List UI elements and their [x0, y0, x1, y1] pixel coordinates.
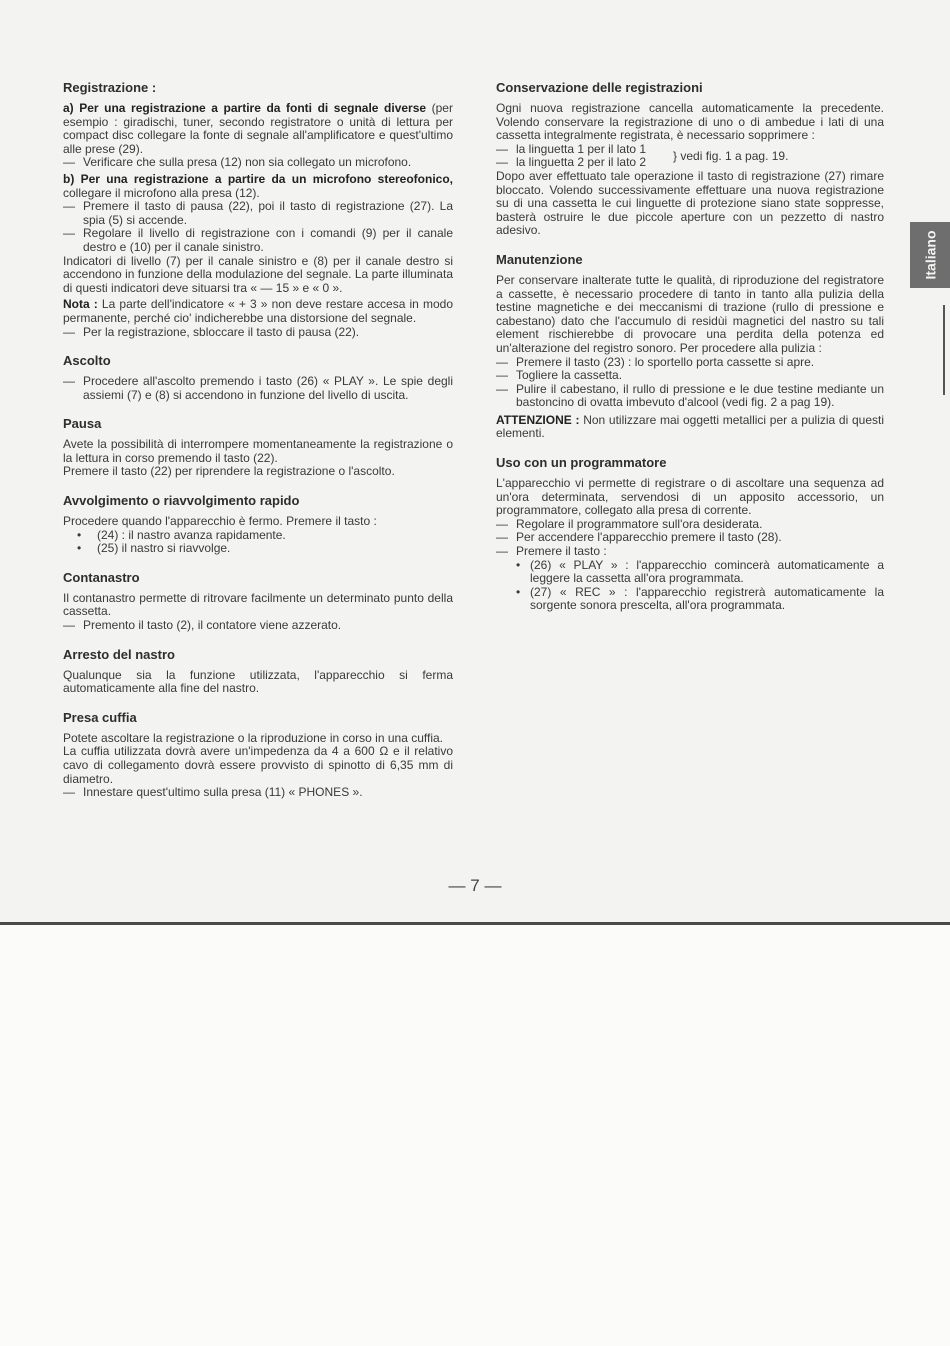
- dash-text: Procedere all'ascolto premendo i tasto (26) « PLAY ». Le spie degli assiemi (7) e (8) si accendono in funzione del livello di uscita.: [83, 374, 453, 402]
- section-arresto: [63, 647, 453, 696]
- language-tab-label: Italiano: [922, 230, 939, 280]
- paragraph: Per conservare inalterate tutte le qualità, di riproduzione del registratore a cassette, è necessario procedere di tanto in tanto alla pulizia della testine magnetiche e dei meccanismi di trazione (rullo di pressione e cabestano) dato che l'accumulo di residùi magnetici del nastro su tali element rischierebbe di provocare una perdita della potenza ed un'alterazione del registro sonoro. Per procedere alla pulizia :: [496, 272, 884, 355]
- dash-text: Per accendere l'apparecchio premere il tasto (28).: [516, 530, 782, 545]
- dash-text: Innestare quest'ultimo sulla presa (11) « PHONES ».: [83, 785, 363, 800]
- dash-text: Regolare il livello di registrazione con i comandi (9) per il canale destro e (10) per il canale sinistro.: [83, 226, 453, 254]
- section-contanastro: [63, 570, 453, 633]
- section-ascolto: [63, 353, 453, 402]
- paragraph: L'apparecchio vi permette di registrare o di ascoltare una sequenza ad un'ora determinata, servendosi di un apposito accessorio, un programmatore, collegato alla presa di corrente.: [496, 476, 884, 518]
- section-conservazione: [496, 80, 884, 238]
- paragraph: Dopo aver effettuato tale operazione il tasto di registrazione (27) rimare bloccato. Volendo successivamente effettuare una nuova registrazione su di una cassetta le cui linguette di protezione siano state soppresse, basterà ostruire le due piccole aperture con un pezzetto di nastro adesivo.: [496, 168, 884, 238]
- lead-b: b) Per una registrazione a partire da un microfono stereofonico,: [63, 171, 453, 186]
- paragraph: Il contanastro permette di ritrovare facilmente un determinato punto della cassetta.: [63, 590, 453, 619]
- dash-text: la linguetta 2 per il lato 2: [516, 155, 647, 170]
- paragraph: Procedere quando l'apparecchio è fermo. Premere il tasto :: [63, 514, 377, 529]
- section-cuffia: [63, 710, 453, 800]
- heading-pausa: Pausa: [63, 416, 102, 432]
- dash-item: — Per la registrazione, sbloccare il tasto di pausa (22).: [63, 326, 453, 340]
- dash-text: Per la registrazione, sbloccare il tasto di pausa (22).: [83, 324, 360, 339]
- section-pausa: [63, 416, 453, 479]
- bullet-item: • (26) « PLAY » : l'apparecchio comincerà automaticamente a leggere la cassetta all'ora programmata.: [516, 557, 884, 586]
- right-column: [496, 80, 884, 627]
- bullet-text: (26) « PLAY » : l'apparecchio comincerà automaticamente a leggere la cassetta all'ora programmata.: [530, 557, 884, 586]
- bullet-item: • (25) il nastro si riavvolge.: [63, 542, 453, 556]
- dash-item: — Verificare che sulla presa (12) non sia collegato un microfono.: [63, 156, 453, 170]
- dash-item: — Innestare quest'ultimo sulla presa (11) « PHONES ».: [63, 786, 453, 800]
- heading-programmatore: Uso con un programmatore: [496, 455, 667, 471]
- section-manutenzione: [496, 252, 884, 441]
- paragraph-attenzione: [496, 414, 884, 441]
- dash-item: — Togliere la cassetta.: [496, 369, 884, 383]
- text-attenzione: Non utilizzare mai oggetti metallici per a pulizia di questi elementi.: [496, 412, 885, 441]
- paragraph: Avete la possibilità di interrompere momentaneamente la registrazione o la lettura in corso premendo il tasto (22).: [63, 437, 453, 465]
- bullet-item: • (24) : il nastro avanza rapidamente.: [63, 529, 453, 543]
- section-registrazione: [63, 80, 453, 339]
- heading-registrazione: Registrazione :: [63, 80, 157, 95]
- dash-item: — Premento il tasto (2), il contatore viene azzerato.: [63, 619, 453, 633]
- dash-text: Premere il tasto :: [516, 544, 607, 559]
- bullet-text: (25) il nastro si riavvolge.: [97, 541, 231, 556]
- paragraph-indicators: Indicatori di livello (7) per il canale sinistro e (8) per il canale destro si accendono in funzione della modulazione del segnale. La parte illuminata di questi indicatori deve situarsi tra « — 15 » e « 0 ».: [63, 253, 453, 295]
- dash-item: — Per accendere l'apparecchio premere il tasto (28).: [496, 531, 884, 545]
- dash-item: — Regolare il programmatore sull'ora desiderata.: [496, 518, 884, 532]
- heading-cuffia: Presa cuffia: [63, 709, 137, 725]
- paragraph: Premere il tasto (22) per riprendere la registrazione o l'ascolto.: [63, 464, 395, 479]
- heading-contanastro: Contanastro: [63, 569, 140, 585]
- paragraph-nota: [63, 298, 453, 325]
- paragraph: Potete ascoltare la registrazione o la riproduzione in corso in una cuffia.: [63, 730, 443, 745]
- bullet-text: (27) « REC » : l'apparecchio registrerà automaticamente la sorgente sonora prescelta, all'ora programmata.: [530, 584, 884, 613]
- page-number: — 7 —: [448, 876, 502, 895]
- text-b: collegare il microfono alla presa (12).: [63, 185, 260, 200]
- heading-manutenzione: Manutenzione: [496, 251, 583, 267]
- dash-item: — la linguetta 2 per il lato 2: [496, 156, 671, 170]
- paragraph-b: [63, 173, 453, 200]
- lead-a: a) Per una registrazione a partire da fonti di segnale diverse: [63, 101, 427, 115]
- dash-item: — la linguetta 1 per il lato 1: [496, 143, 671, 157]
- dash-item: — Premere il tasto (23) : lo sportello porta cassette si apre.: [496, 356, 884, 370]
- dash-item: — Premere il tasto :: [496, 545, 884, 559]
- lead-nota: Nota :: [63, 297, 98, 312]
- dash-item: — Premere il tasto di pausa (22), poi il tasto di registrazione (27). La spia (5) si accende.: [63, 199, 453, 227]
- heading-conservazione: Conservazione delle registrazioni: [496, 80, 703, 95]
- dash-item: — Procedere all'ascolto premendo i tasto (26) « PLAY ». Le spie degli assiemi (7) e (8) si accendono in funzione del livello di uscita.: [63, 374, 453, 402]
- paragraph: La cuffia utilizzata dovrà avere un'impedenza da 4 a 600 Ω e il relativo cavo di collegamento dovrà essere provvisto di spinotto di 6,35 mm di diametro.: [63, 744, 453, 786]
- text-a: (per esempio : giradischi, tuner, secondo registratore o unità di lettura per compact disc collegare la fonte di segnale all'amplificatore e quest'ultimo alle prese (29).: [63, 101, 453, 156]
- language-tab: [910, 222, 950, 288]
- page-bottom-edge: [0, 922, 950, 1346]
- text-nota: La parte dell'indicatore « + 3 » non deve restare accesa in modo permanente, perché cio' indicherebbe una distorsione del segnale.: [63, 297, 453, 325]
- dash-text: Premento il tasto (2), il contatore viene azzerato.: [83, 618, 342, 633]
- lead-attenzione: ATTENZIONE :: [496, 412, 580, 427]
- dash-text: la linguetta 1 per il lato 1: [516, 141, 647, 156]
- left-column: [63, 80, 453, 814]
- dash-text: Verificare che sulla presa (12) non sia collegato un microfono.: [83, 155, 412, 170]
- dash-item: — Pulire il cabestano, il rullo di pressione e le due testine mediante un bastoncino di ovatta imbevuto d'alcool (vedi fig. 2 a pag 19).: [496, 381, 884, 410]
- paragraph: Qualunque sia la funzione utilizzata, l'apparecchio si ferma automaticamente alla fine del nastro.: [63, 667, 453, 696]
- heading-arresto: Arresto del nastro: [63, 646, 175, 662]
- dash-text: Premere il tasto (23) : lo sportello porta cassette si apre.: [516, 354, 815, 369]
- tab-reference-group: [496, 143, 884, 170]
- bullet-item: • (27) « REC » : l'apparecchio registrerà automaticamente la sorgente sonora prescelta, all'ora programmata.: [516, 584, 884, 613]
- heading-ascolto: Ascolto: [63, 353, 111, 369]
- bullet-text: (24) : il nastro avanza rapidamente.: [97, 527, 286, 542]
- dash-text: Pulire il cabestano, il rullo di pressione e le due testine mediante un bastoncino di ovatta imbevuto d'alcool (vedi fig. 2 a pag 19).: [516, 381, 884, 410]
- paragraph: Ogni nuova registrazione cancella automaticamente la precedente. Volendo conservare la registrazione di uno o di ambedue i lati di una cassetta integralmente registrata, è necessario sopprimere :: [496, 101, 884, 143]
- heading-avvolgimento: Avvolgimento o riavvolgimento rapido: [63, 493, 300, 509]
- section-avvolgimento: [63, 493, 453, 556]
- dash-text: Regolare il programmatore sull'ora desiderata.: [516, 516, 763, 531]
- dash-item: — Regolare il livello di registrazione con i comandi (9) per il canale destro e (10) per il canale sinistro.: [63, 226, 453, 254]
- dash-text: Premere il tasto di pausa (22), poi il tasto di registrazione (27). La spia (5) si accende.: [83, 199, 453, 227]
- margin-mark: [943, 305, 945, 395]
- section-programmatore: [496, 455, 884, 613]
- paragraph-a: [63, 102, 453, 156]
- figure-reference: } vedi fig. 1 a pag. 19.: [673, 148, 789, 163]
- dash-text: Togliere la cassetta.: [516, 368, 623, 383]
